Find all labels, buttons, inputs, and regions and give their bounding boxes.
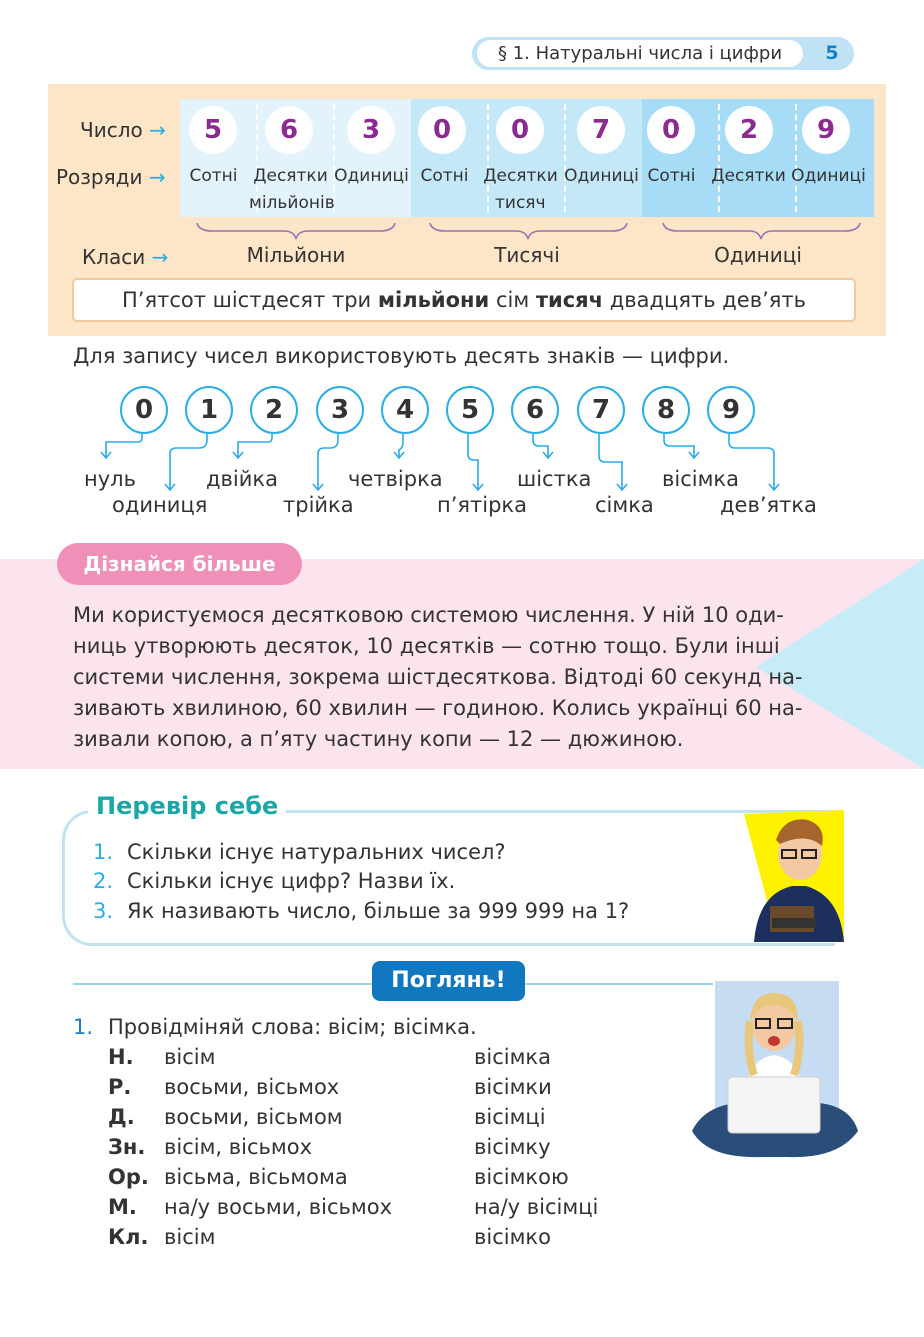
question-number: 1. bbox=[93, 840, 114, 864]
check-yourself-title: Перевір себе bbox=[88, 792, 286, 820]
case-form-eight: на/у восьми, вісьмох bbox=[164, 1195, 393, 1219]
case-form-eight: восьми, вісьмох bbox=[164, 1075, 340, 1099]
divider bbox=[718, 104, 720, 212]
case-abbr: Кл. bbox=[108, 1225, 149, 1249]
case-form-eight: вісім, вісьмох bbox=[164, 1135, 313, 1159]
digit-circle: 7 bbox=[577, 106, 625, 154]
girl-with-laptop-image bbox=[688, 981, 862, 1181]
connector-arrow bbox=[599, 434, 627, 490]
connector-arrow bbox=[394, 434, 404, 458]
case-form-eight-noun: на/у вісімці bbox=[474, 1195, 599, 1219]
exercise-number: 1. bbox=[73, 1015, 94, 1039]
arrow-right-icon: → bbox=[148, 165, 166, 189]
learn-more-badge: Дізнайся більше bbox=[57, 543, 302, 585]
digit-name-8: вісімка bbox=[662, 467, 739, 491]
case-form-eight-noun: вісімка bbox=[474, 1045, 551, 1069]
digit-3-circle: 3 bbox=[316, 386, 364, 434]
connector-arrow bbox=[664, 434, 699, 458]
case-abbr: Р. bbox=[108, 1075, 132, 1099]
class-sublabel: тисяч bbox=[495, 193, 546, 213]
case-form-eight-noun: вісімки bbox=[474, 1075, 552, 1099]
digit-name-3: трійка bbox=[283, 493, 354, 517]
digit-circle: 5 bbox=[189, 106, 237, 154]
section-title: § 1. Натуральні числа і цифри bbox=[477, 40, 803, 67]
digit-5-circle: 5 bbox=[446, 386, 494, 434]
text-line: зивали копою, а п’яту частину копи — 12 — дюжиною. bbox=[73, 727, 684, 751]
case-abbr: Н. bbox=[108, 1045, 134, 1069]
connector-arrow bbox=[533, 434, 553, 458]
digit-connectors bbox=[0, 430, 924, 500]
digit-name-5: п’ятірка bbox=[437, 493, 527, 517]
digits-intro: Для запису чисел використовують десять знаків — цифри. bbox=[73, 344, 730, 368]
place-label: Сотні bbox=[647, 166, 696, 186]
class-braces bbox=[0, 215, 924, 245]
case-abbr: Ор. bbox=[108, 1165, 149, 1189]
case-form-eight: восьми, вісьмом bbox=[164, 1105, 343, 1129]
digit-name-2: двійка bbox=[206, 467, 278, 491]
page-number: 5 bbox=[825, 42, 839, 64]
brace bbox=[197, 223, 395, 239]
case-abbr: Д. bbox=[108, 1105, 135, 1129]
digit-9-circle: 9 bbox=[707, 386, 755, 434]
class-name: Одиниці bbox=[714, 243, 802, 267]
class-name: Тисячі bbox=[494, 243, 560, 267]
case-form-eight-noun: вісімкою bbox=[474, 1165, 569, 1189]
class-sublabel: мільйонів bbox=[249, 193, 335, 213]
case-form-eight-noun: вісімку bbox=[474, 1135, 551, 1159]
boy-with-books-image bbox=[744, 810, 848, 942]
place-label: Одиниці bbox=[791, 166, 866, 186]
place-label: Десятки bbox=[711, 166, 786, 186]
class-name: Мільйони bbox=[246, 243, 346, 267]
case-form-eight: вісім bbox=[164, 1225, 216, 1249]
digit-circle: 0 bbox=[418, 106, 466, 154]
digit-circle: 6 bbox=[265, 106, 313, 154]
text-line: ниць утворюють десяток, 10 десятків — сотню тощо. Були інші bbox=[73, 634, 780, 658]
digit-8-circle: 8 bbox=[642, 386, 690, 434]
digit-circle: 2 bbox=[725, 106, 773, 154]
digit-name-7: сімка bbox=[595, 493, 654, 517]
divider bbox=[487, 104, 489, 212]
text-line: Ми користуємося десятковою системою числення. У ній 10 оди- bbox=[73, 603, 784, 627]
connector-arrow bbox=[468, 434, 483, 490]
text-line: системи числення, зокрема шістдесяткова. Відтоді 60 секунд на- bbox=[73, 665, 803, 689]
divider bbox=[795, 104, 797, 212]
connector-arrow bbox=[101, 434, 142, 458]
exercise-text: Провідміняй слова: вісім; вісімка. bbox=[108, 1015, 477, 1039]
arrow-right-icon: → bbox=[149, 118, 166, 142]
arrow-right-icon: → bbox=[151, 245, 169, 269]
digit-name-4: четвірка bbox=[348, 467, 443, 491]
case-form-eight: вісім bbox=[164, 1045, 216, 1069]
digit-name-6: шістка bbox=[517, 467, 592, 491]
text-line: зивають хвилиною, 60 хвилин — годиною. Колись українці 60 на- bbox=[73, 696, 803, 720]
look-badge: Поглянь! bbox=[372, 961, 525, 1001]
question-text: Скільки існує натуральних чисел? bbox=[127, 840, 506, 864]
divider bbox=[564, 104, 566, 212]
brace bbox=[430, 223, 627, 239]
question-number: 2. bbox=[93, 869, 114, 893]
digit-1-circle: 1 bbox=[185, 386, 233, 434]
question-text: Скільки існує цифр? Назви їх. bbox=[127, 869, 456, 893]
digit-6-circle: 6 bbox=[511, 386, 559, 434]
row-label-classes: Класи → bbox=[82, 245, 169, 269]
case-abbr: М. bbox=[108, 1195, 137, 1219]
row-label-number: Число → bbox=[80, 118, 166, 142]
digit-4-circle: 4 bbox=[381, 386, 429, 434]
case-form-eight-noun: вісімко bbox=[474, 1225, 551, 1249]
place-label: Десятки bbox=[253, 166, 328, 186]
case-abbr: Зн. bbox=[108, 1135, 146, 1159]
digit-name-1: одиниця bbox=[112, 493, 208, 517]
connector-arrow bbox=[313, 434, 338, 490]
digit-0-circle: 0 bbox=[120, 386, 168, 434]
digit-name-9: дев’ятка bbox=[720, 493, 817, 517]
learn-more-text bbox=[73, 600, 843, 755]
row-label-places: Розряди → bbox=[56, 165, 166, 189]
digit-2-circle: 2 bbox=[250, 386, 298, 434]
place-label: Сотні bbox=[420, 166, 469, 186]
question-number: 3. bbox=[93, 899, 114, 923]
question-text: Як називають число, більше за 999 999 на 1? bbox=[127, 899, 630, 923]
place-label: Одиниці bbox=[334, 166, 409, 186]
case-form-eight-noun: вісімці bbox=[474, 1105, 546, 1129]
digit-circle: 0 bbox=[496, 106, 544, 154]
place-label: Одиниці bbox=[564, 166, 639, 186]
digit-circle: 3 bbox=[347, 106, 395, 154]
digit-7-circle: 7 bbox=[577, 386, 625, 434]
place-label: Десятки bbox=[483, 166, 558, 186]
digit-name-0: нуль bbox=[84, 467, 136, 491]
connector-arrow bbox=[233, 434, 272, 458]
case-form-eight: вісьма, вісьмома bbox=[164, 1165, 348, 1189]
connector-arrow bbox=[165, 434, 207, 490]
place-label: Сотні bbox=[189, 166, 238, 186]
digit-circle: 9 bbox=[802, 106, 850, 154]
brace bbox=[663, 223, 860, 239]
number-in-words: П’ятсот шістдесят три мільйони сім тисяч двадцять дев’ять bbox=[72, 278, 856, 322]
digit-circle: 0 bbox=[647, 106, 695, 154]
